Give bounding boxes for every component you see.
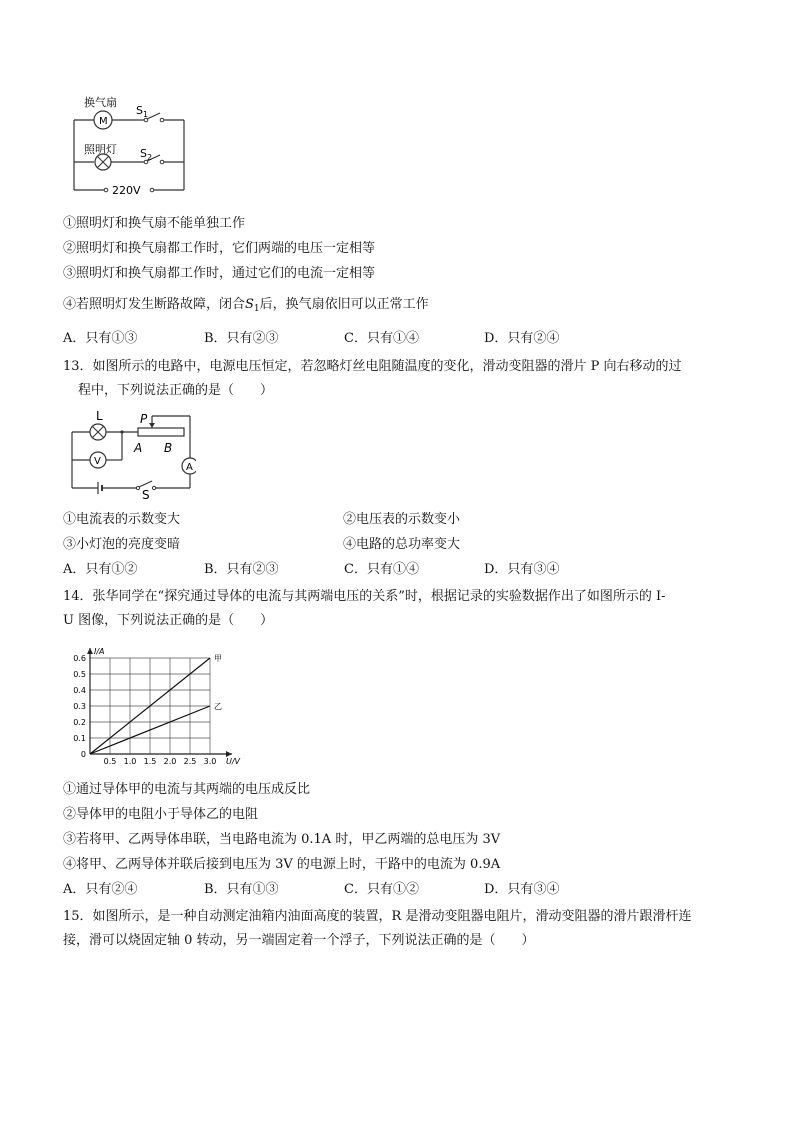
q12-circuit-figure: [68, 94, 198, 200]
y-tick-label: 0.4: [73, 686, 86, 695]
q12-option-a[interactable]: A．只有①③: [63, 331, 138, 346]
switch-s1: [147, 113, 160, 119]
q12-statement-1: ①照明灯和换气扇不能单独工作: [63, 216, 246, 231]
q12-motor-letter: M: [99, 116, 108, 127]
q13-end-a: A: [134, 441, 143, 455]
x-tick-label: 3.0: [203, 757, 217, 766]
y-tick-label: 0.6: [73, 654, 86, 663]
q13-option-d[interactable]: D．只有③④: [484, 562, 560, 577]
q13-slider-letter: P: [140, 412, 148, 426]
q13-statement-2: ②电压表的示数变小: [343, 512, 461, 527]
q12-lamp-label: 照明灯: [84, 143, 117, 156]
q14-stem-line-2: U 图像，下列说法正确的是（ ）: [63, 613, 274, 628]
q14-iu-graph: [62, 644, 252, 770]
q14-statement-4: ④将甲、乙两导体并联后接到电压为 3V 的电源上时，干路中的电流为 0.9A: [63, 857, 501, 872]
q12-fan-label: 换气扇: [84, 96, 117, 109]
q12-statement-4-symbol: S: [245, 297, 254, 312]
q12-voltage-label: 220V: [112, 184, 141, 197]
q12-s1-label: $S_1$: [136, 104, 149, 119]
q13-option-a[interactable]: A．只有①②: [63, 562, 138, 577]
q14-statement-1: ①通过导体甲的电流与其两端的电压成反比: [63, 782, 311, 797]
q12-statement-4: [63, 296, 429, 318]
q14-option-c[interactable]: C．只有①②: [344, 882, 419, 897]
series-label-jia: 甲: [214, 654, 222, 663]
y-axis-arrow: [87, 648, 93, 654]
q13-lamp-letter: L: [96, 409, 103, 423]
q14-statement-2: ②导体甲的电阻小于导体乙的电阻: [63, 807, 259, 822]
x-axis-label: U/V: [226, 757, 241, 766]
q12-statement-2: ②照明灯和换气扇都工作时，它们两端的电压一定相等: [63, 241, 376, 256]
q13-stem-line-2: 程中，下列说法正确的是（ ）: [78, 383, 274, 398]
switch-s: [139, 481, 152, 487]
y-tick-label: 0.5: [73, 670, 86, 679]
q12-circuit-svg: [68, 94, 198, 200]
series-label-yi: 乙: [214, 702, 222, 711]
q13-option-b[interactable]: B．只有②③: [204, 562, 279, 577]
q13-statement-4: ④电路的总功率变大: [343, 537, 461, 552]
iu-chart-svg: [62, 644, 252, 770]
q14-stem-line-1: 14．张华同学在“探究通过导体的电流与其两端电压的关系”时，根据记录的实验数据作出了如图所示的 I-: [63, 589, 666, 604]
x-tick-label: 2.0: [163, 757, 177, 766]
q15-stem-line-2: 接，滑可以烧固定轴 0 转动，另一端固定着一个浮子，下列说法正确的是（ ）: [63, 933, 535, 948]
q14-option-d[interactable]: D．只有③④: [484, 882, 560, 897]
q13-voltmeter-letter: V: [94, 456, 101, 467]
q13-statement-3: ③小灯泡的亮度变暗: [63, 537, 181, 552]
x-tick-label: 1.5: [143, 757, 157, 766]
q12-statement-4-before: ④若照明灯发生断路故障，闭合: [63, 297, 246, 312]
q15-stem-line-1: 15．如图所示，是一种自动测定油箱内油面高度的装置，R 是滑动变阻器电阻片，滑动变阻器的滑片跟滑杆连: [63, 909, 692, 924]
q12-statement-3: ③照明灯和换气扇都工作时，通过它们的电流一定相等: [63, 266, 376, 281]
q12-statement-4-sub: 1: [253, 304, 260, 314]
q13-end-b: B: [164, 441, 173, 455]
q12-s2-label: $S_2$: [140, 147, 153, 162]
q13-stem-line-1: 13．如图所示的电路中，电源电压恒定，若忽略灯丝电阻随温度的变化，滑动变阻器的滑片 P 向右移动的过: [63, 359, 682, 374]
y-tick-label: 0.2: [73, 718, 86, 727]
x-tick-label: 1.0: [123, 757, 137, 766]
y-axis-label: I/A: [94, 647, 105, 656]
q12-statement-4-after: 后，换气扇依旧可以正常工作: [259, 297, 429, 312]
q12-option-d[interactable]: D．只有②④: [484, 331, 560, 346]
q13-switch-letter: S: [142, 488, 150, 500]
q13-ammeter-letter: A: [186, 462, 193, 473]
rheostat-symbol: [138, 428, 184, 436]
q14-statement-3: ③若将甲、乙两导体串联，当电路电流为 0.1A 时，甲乙两端的总电压为 3V: [63, 832, 501, 847]
q13-circuit-svg: [66, 408, 196, 500]
y-tick-label: 0: [80, 750, 86, 759]
y-tick-label: 0.3: [73, 702, 86, 711]
q13-circuit-figure: [66, 408, 196, 500]
q12-option-c[interactable]: C．只有①④: [344, 331, 419, 346]
q14-option-b[interactable]: B．只有①③: [204, 882, 279, 897]
q14-option-a[interactable]: A．只有②④: [63, 882, 138, 897]
q13-option-c[interactable]: C．只有①④: [344, 562, 419, 577]
q13-statement-1: ①电流表的示数变大: [63, 512, 181, 527]
y-tick-label: 0.1: [73, 734, 86, 743]
x-tick-label: 0.5: [103, 757, 117, 766]
x-tick-label: 2.5: [183, 757, 197, 766]
q12-option-b[interactable]: B．只有②③: [204, 331, 279, 346]
